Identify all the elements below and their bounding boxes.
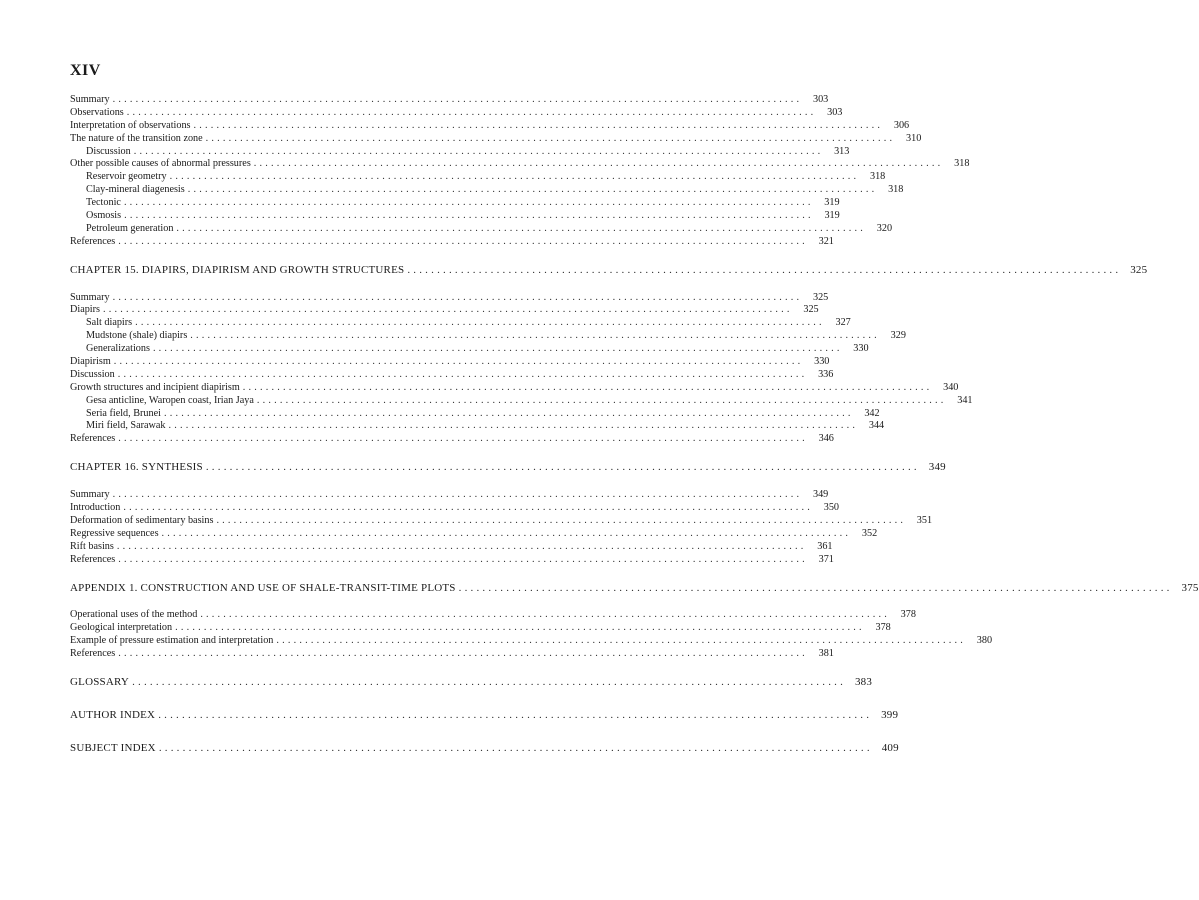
table-of-contents	[70, 94, 1199, 755]
toc-entry-label: Osmosis	[86, 210, 122, 222]
toc-entry-page: 303	[827, 106, 843, 118]
toc-entry-label: Example of pressure estimation and interpretation	[70, 635, 274, 647]
toc-entry-page: 336	[818, 368, 834, 380]
toc-entry-label: CHAPTER 15. DIAPIRS, DIAPIRISM AND GROWTH STRUCTURES	[70, 263, 405, 276]
toc-entry: Reservoir geometry ........................................................................................................................ 318	[70, 171, 543, 184]
toc-entry-page: 378	[900, 609, 916, 621]
toc-author-index: AUTHOR INDEX ........................................................................................................................ 399	[70, 708, 899, 721]
toc-entry-label: Reservoir geometry	[86, 171, 167, 183]
page-number: XIV	[70, 62, 101, 79]
toc-entry: Seria field, Brunei ........................................................................................................................ 342	[70, 408, 543, 421]
toc-chapter-16: CHAPTER 16. SYNTHESIS ........................................................................................................................ 349	[70, 461, 946, 474]
toc-entry-label: Observations	[70, 106, 124, 118]
toc-entry-page: 361	[817, 540, 833, 552]
toc-entry: Growth structures and incipient diapirism ........................................................................................................................ 340	[70, 381, 959, 393]
toc-entry: Summary ........................................................................................................................ 303	[70, 94, 829, 105]
toc-entry-page: 319	[824, 197, 840, 209]
toc-entry-page: 318	[888, 184, 904, 196]
toc-entry-label: The nature of the transition zone	[70, 132, 203, 144]
toc-entry: Gesa anticline, Waropen coast, Irian Jaya ........................................................................................................................ 341	[70, 395, 543, 408]
toc-entry-page: 320	[876, 222, 893, 234]
toc-entry: Regressive sequences ........................................................................................................................ 352	[70, 527, 878, 539]
toc-section-1	[70, 94, 970, 249]
toc-section-4	[70, 609, 993, 661]
toc-entry: Osmosis ........................................................................................................................ 319	[70, 210, 543, 223]
toc-entry: References ........................................................................................................................ 381	[70, 648, 834, 660]
toc-entry-label: Summary	[70, 489, 110, 501]
toc-entry: Miri field, Sarawak ........................................................................................................................ 344	[70, 420, 543, 433]
toc-entry-label: Tectonic	[86, 197, 121, 209]
toc-entry-label: Geological interpretation	[70, 622, 173, 634]
toc-glossary: GLOSSARY ........................................................................................................................ 383	[70, 675, 873, 688]
toc-entry-page: 313	[834, 145, 850, 157]
toc-entry-page: 341	[957, 394, 973, 406]
toc-entry-page: 325	[812, 291, 829, 303]
toc-entry-page: 325	[1130, 263, 1148, 276]
toc-entry-page: 352	[861, 527, 878, 539]
toc-entry-label: APPENDIX 1. CONSTRUCTION AND USE OF SHALE-TRANSIT-TIME PLOTS	[70, 581, 456, 594]
toc-entry-label: Summary	[70, 291, 110, 303]
toc-entry-page: 310	[906, 132, 922, 144]
toc-entry-page: 319	[824, 210, 840, 222]
toc-entry-page: 344	[868, 420, 885, 432]
toc-entry-label: References	[70, 648, 116, 660]
toc-entry-label: Seria field, Brunei	[86, 407, 161, 419]
toc-entry-page: 399	[881, 708, 899, 721]
toc-entry-page: 329	[890, 330, 906, 342]
toc-entry-label: Introduction	[70, 502, 121, 514]
toc-entry-page: 380	[976, 635, 993, 647]
toc-entry-page: 303	[812, 94, 829, 105]
toc-entry-label: References	[70, 235, 116, 247]
toc-entry-page: 371	[818, 553, 834, 565]
toc-entry-label: References	[70, 553, 116, 565]
toc-entry-label: CHAPTER 16. SYNTHESIS	[70, 461, 203, 474]
toc-section-2	[70, 291, 973, 447]
toc-entry: Geological interpretation ........................................................................................................................ 378	[70, 622, 891, 634]
toc-entry-page: 349	[812, 489, 829, 501]
toc-entry: Petroleum generation ........................................................................................................................ 320	[70, 223, 543, 236]
toc-entry-page: 342	[864, 407, 880, 419]
toc-entry: References ........................................................................................................................ 346	[70, 433, 834, 445]
toc-entry-label: Discussion	[70, 368, 115, 380]
toc-entry-label: Discussion	[86, 145, 131, 157]
toc-entry-page: 409	[881, 741, 899, 754]
toc-entry-page: 306	[893, 119, 910, 131]
toc-entry-label: Operational uses of the method	[70, 609, 198, 621]
toc-entry-label: Interpretation of observations	[70, 119, 191, 131]
toc-entry-page: 330	[853, 343, 869, 355]
toc-entry: Introduction ........................................................................................................................ 350	[70, 502, 839, 514]
toc-entry: Diapirism ........................................................................................................................ 330	[70, 356, 830, 368]
toc-entry-label: Regressive sequences	[70, 527, 159, 539]
toc-entry: Observations ........................................................................................................................ 303	[70, 106, 843, 118]
toc-entry: Example of pressure estimation and interpretation ........................................................................................................................ 380	[70, 635, 993, 647]
toc-entry: Operational uses of the method ........................................................................................................................ 378	[70, 609, 916, 621]
toc-entry-page: 383	[854, 675, 873, 688]
toc-entry-label: Miri field, Sarawak	[86, 420, 166, 432]
toc-subject-index: SUBJECT INDEX ........................................................................................................................ 409	[70, 741, 899, 754]
toc-section-3	[70, 489, 933, 566]
toc-entry-page: 350	[823, 502, 839, 514]
toc-entry-label: AUTHOR INDEX	[70, 708, 156, 721]
toc-entry: Discussion ........................................................................................................................ 313	[70, 146, 543, 159]
toc-entry-page: 327	[835, 317, 851, 329]
toc-entry: Diapirs ........................................................................................................................ 325	[70, 304, 819, 316]
toc-entry-page: 318	[954, 158, 970, 170]
toc-entry-label: Generalizations	[86, 343, 150, 355]
toc-entry-page: 351	[916, 514, 933, 526]
toc-entry-page: 349	[928, 461, 946, 474]
toc-entry-label: Gesa anticline, Waropen coast, Irian Jaya	[86, 394, 254, 406]
toc-entry-label: Rift basins	[70, 540, 114, 552]
toc-entry-label: Salt diapirs	[86, 317, 133, 329]
toc-entry-page: 346	[818, 433, 834, 445]
toc-entry: Mudstone (shale) diapirs ........................................................................................................................ 329	[70, 330, 543, 343]
toc-entry: Discussion ........................................................................................................................ 336	[70, 368, 834, 380]
toc-entry: Salt diapirs ........................................................................................................................ 327	[70, 317, 543, 330]
toc-entry-page: 378	[875, 622, 891, 634]
toc-entry-label: Summary	[70, 94, 110, 105]
toc-entry: Rift basins ........................................................................................................................ 361	[70, 540, 833, 552]
toc-entry-label: References	[70, 433, 116, 445]
toc-entry-label: Other possible causes of abnormal pressures	[70, 158, 251, 170]
toc-entry: Generalizations ........................................................................................................................ 330	[70, 343, 543, 356]
toc-entry: Clay-mineral diagenesis ........................................................................................................................ 318	[70, 184, 543, 197]
toc-entry: Interpretation of observations ........................................................................................................................ 306	[70, 119, 910, 131]
toc-entry-label: Petroleum generation	[86, 222, 174, 234]
toc-entry: Deformation of sedimentary basins ........................................................................................................................ 351	[70, 514, 933, 526]
toc-entry-label: Mudstone (shale) diapirs	[86, 330, 188, 342]
toc-entry-page: 325	[803, 304, 819, 316]
toc-entry-page: 340	[943, 381, 959, 393]
toc-entry-label: Clay-mineral diagenesis	[86, 184, 185, 196]
toc-entry-label: Diapirs	[70, 304, 100, 316]
toc-entry-page: 381	[818, 648, 834, 660]
toc-entry-label: GLOSSARY	[70, 675, 130, 688]
toc-entry-page: 321	[818, 235, 834, 247]
toc-entry: Summary ........................................................................................................................ 325	[70, 291, 829, 303]
toc-appendix-1: APPENDIX 1. CONSTRUCTION AND USE OF SHALE-TRANSIT-TIME PLOTS ........................................................................................................................ 375	[70, 581, 1199, 594]
toc-entry-page: 330	[814, 356, 830, 368]
toc-entry: Summary ........................................................................................................................ 349	[70, 489, 829, 501]
toc-entry: The nature of the transition zone ........................................................................................................................ 310	[70, 132, 922, 144]
toc-entry: Other possible causes of abnormal pressures ........................................................................................................................ 318	[70, 158, 970, 170]
toc-entry-label: Diapirism	[70, 356, 111, 368]
toc-chapter-15: CHAPTER 15. DIAPIRS, DIAPIRISM AND GROWTH STRUCTURES ........................................................................................................................ 325	[70, 263, 1148, 276]
toc-entry-label: Deformation of sedimentary basins	[70, 514, 214, 526]
toc-entry-page: 375	[1181, 581, 1199, 594]
toc-entry: References ........................................................................................................................ 371	[70, 553, 834, 565]
toc-entry: References ........................................................................................................................ 321	[70, 235, 834, 247]
toc-entry-page: 318	[869, 171, 886, 183]
toc-entry-label: SUBJECT INDEX	[70, 741, 156, 754]
toc-entry: Tectonic ........................................................................................................................ 319	[70, 197, 543, 210]
toc-entry-label: Growth structures and incipient diapirism	[70, 381, 240, 393]
